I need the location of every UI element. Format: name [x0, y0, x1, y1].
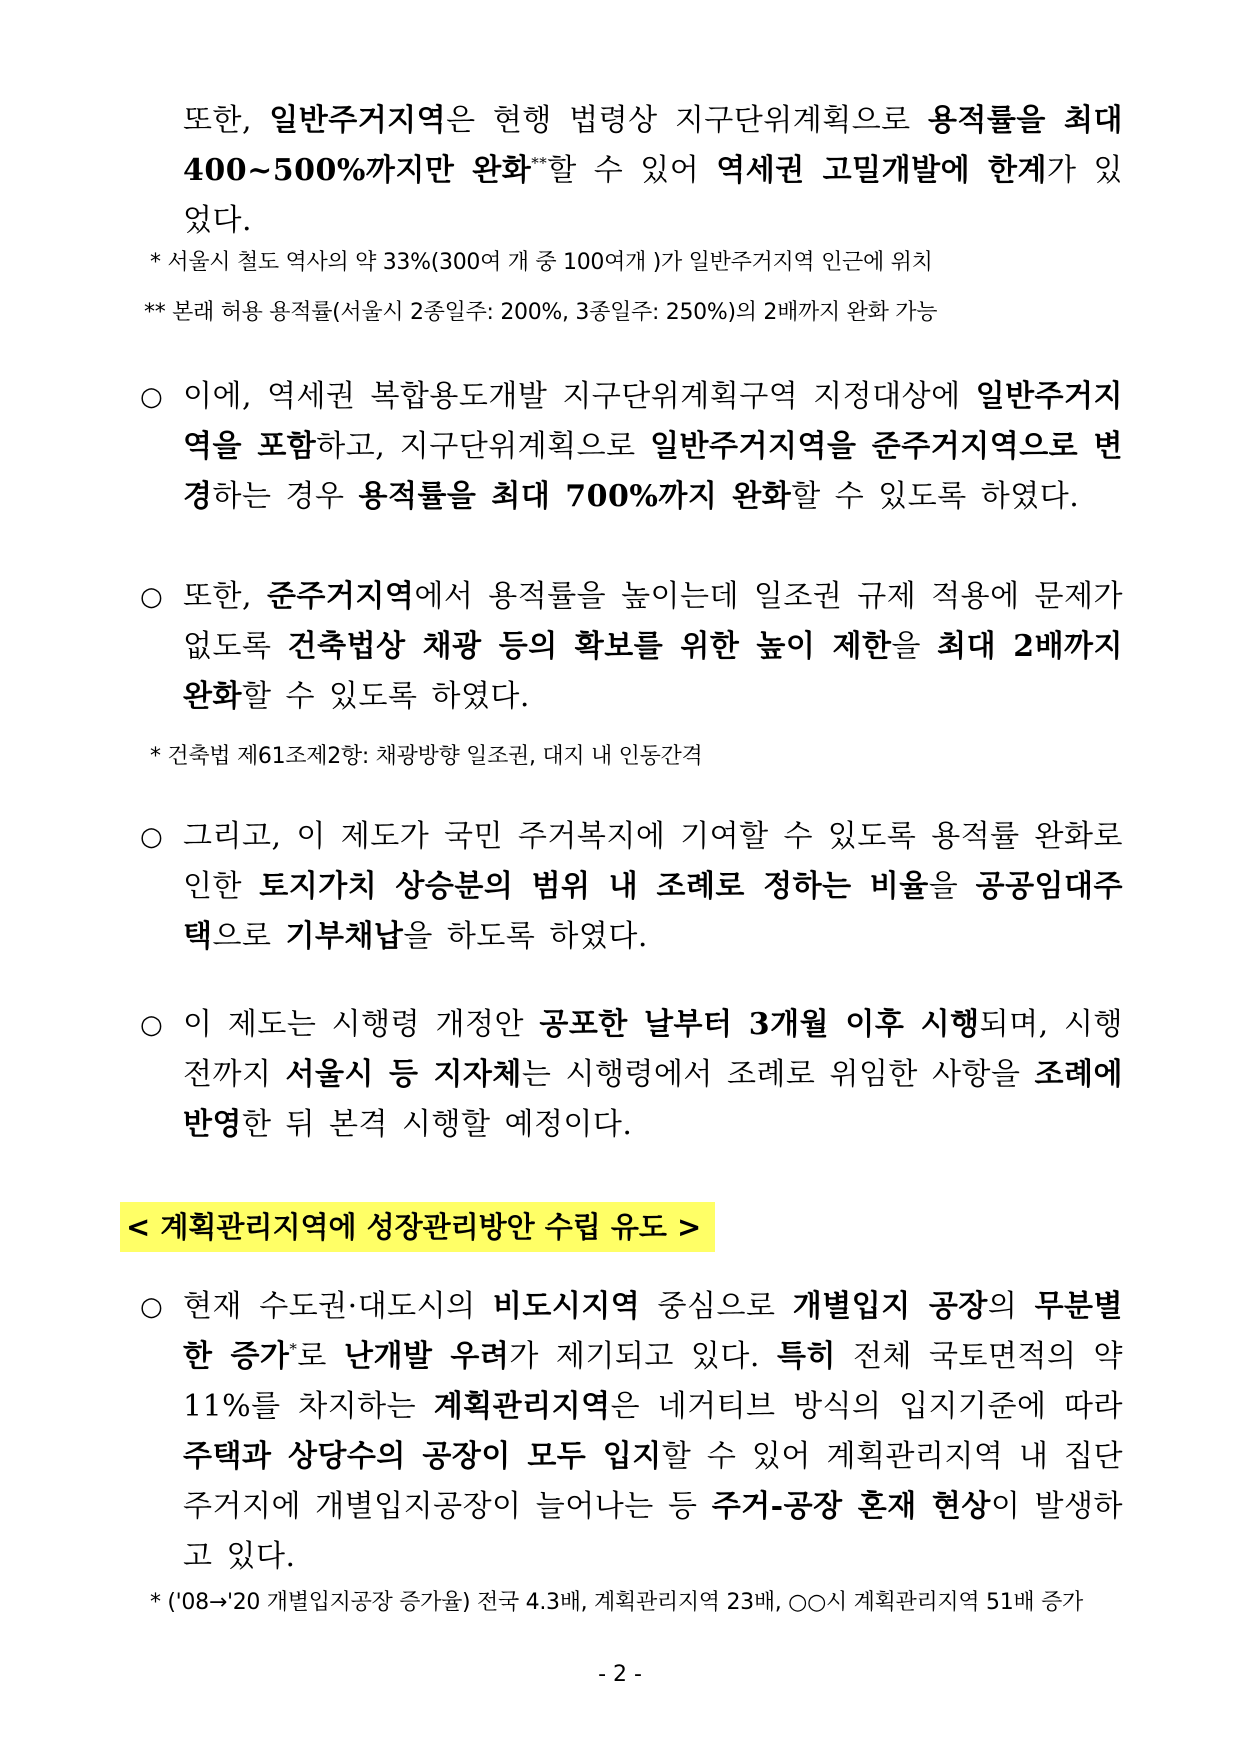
emphasis-text: 서울시 등 지자체	[285, 1057, 522, 1092]
paragraph-public-rental-donation	[183, 812, 1123, 962]
text-segment: 은 네거티브 방식의 입지기준에 따라	[610, 1389, 1123, 1424]
paragraph-planned-management-area	[183, 1282, 1123, 1582]
emphasis-text: 건축법상 채광 등의 확보를 위한 높이 제한	[287, 629, 892, 664]
emphasis-text: 비도시지역	[492, 1289, 641, 1324]
emphasis-text: 주택과 상당수의 공장이 모두 입지	[183, 1439, 662, 1474]
text-segment: 한 뒤 본격 시행할 예정이다.	[241, 1107, 633, 1142]
text-segment: 하고, 지구단위계획으로	[316, 429, 651, 464]
text-segment: 이 제도는 시행령 개정안	[183, 1007, 540, 1042]
footnote-station-ratio: * 서울시 철도 역사의 약 33%(300여 개 중 100여개 )가 일반주거지역 인근에 위치	[150, 250, 933, 275]
emphasis-text: 계획관리지역	[433, 1389, 611, 1424]
text-segment: 을	[891, 629, 938, 664]
text-segment: 중심으로	[640, 1289, 793, 1324]
emphasis-text: 역세권 고밀개발에 한계	[716, 153, 1047, 188]
paragraph-general-residential-limit	[183, 96, 1123, 246]
emphasis-text: 특히	[776, 1339, 836, 1374]
text-segment: 이에, 역세권 복합용도개발 지구단위계획구역 지정대상에	[183, 379, 976, 414]
page-number: - 2 -	[598, 1662, 642, 1687]
emphasis-text: 조례에 반영	[183, 1057, 1123, 1142]
text-segment: 가 있었다.	[183, 153, 1124, 238]
emphasis-text: 용적률을 최대 400~500%까지만 완화	[183, 103, 1123, 188]
emphasis-text: 용적률을 최대 700%까지 완화	[358, 479, 792, 514]
text-segment: 은 현행 법령상 지구단위계획으로	[446, 103, 928, 138]
bullet-circle-icon: ○	[140, 382, 163, 412]
emphasis-text: 일반주거지역을 포함	[183, 379, 1123, 464]
paragraph-station-area-development	[183, 372, 1123, 522]
emphasis-text: 일반주거지역	[269, 103, 447, 138]
paragraph-enforcement-schedule	[183, 1000, 1123, 1150]
emphasis-text: 무분별한 증가	[183, 1289, 1124, 1374]
text-segment: 할 수 있어 계획관리지역 내 집단주거지에 개별입지공장이 늘어나는 등	[183, 1439, 1124, 1524]
emphasis-text: 준주거지역	[266, 579, 415, 614]
footnote-mark: *	[289, 1340, 298, 1358]
emphasis-text: 공포한 날부터 3개월 이후 시행	[539, 1007, 980, 1042]
emphasis-text: 최대 2배까지 완화	[183, 629, 1124, 714]
paragraph-semi-residential-height	[183, 572, 1123, 722]
footnote-allowed-ratio: ** 본래 허용 용적률(서울시 2종일주: 200%, 3종일주: 250%)의 2배까지 완화 가능	[144, 300, 938, 325]
footnote-building-act: * 건축법 제61조제2항: 채광방향 일조권, 대지 내 인동간격	[150, 744, 703, 769]
text-segment: 그리고, 이 제도가 국민 주거복지에 기여할 수 있도록 용적률 완화로 인한	[183, 819, 1123, 904]
text-segment: 전체 국토면적의 약 11%를 차지하는	[183, 1339, 1123, 1424]
text-segment: 을 하도록 하였다.	[403, 919, 648, 954]
section-title: < 계획관리지역에 성장관리방안 수립 유도 >	[120, 1202, 715, 1252]
bullet-circle-icon: ○	[140, 1292, 163, 1322]
text-segment: 되며, 시행 전까지	[183, 1007, 1123, 1092]
emphasis-text: 개별입지 공장	[792, 1289, 988, 1324]
text-segment: 이 발생하고 있다.	[183, 1489, 1124, 1574]
emphasis-text: 토지가치 상승분의 범위 내 조례로 정하는 비율	[259, 869, 929, 904]
bullet-circle-icon: ○	[140, 1010, 163, 1040]
text-segment: 할 수 있도록 하였다.	[241, 679, 530, 714]
footnote-factory-growth: * ('08→'20 개별입지공장 증가율) 전국 4.3배, 계획관리지역 23배, ○○시 계획관리지역 51배 증가	[150, 1590, 1083, 1615]
text-segment: 할 수 있도록 하였다.	[791, 479, 1080, 514]
text-segment: 현재 수도권·대도시의	[183, 1289, 493, 1324]
text-segment: 하는 경우	[212, 479, 359, 514]
text-segment: 가 제기되고 있다.	[509, 1339, 777, 1374]
text-segment: 을	[928, 869, 976, 904]
text-segment: 로	[297, 1339, 344, 1374]
text-segment: 에서 용적률을 높이는데 일조권 규제 적용에 문제가 없도록	[183, 579, 1123, 664]
emphasis-text: 일반주거지역을 준주거지역으로 변경	[183, 429, 1123, 514]
bullet-circle-icon: ○	[140, 582, 163, 612]
text-segment: 할 수 있어	[547, 153, 717, 188]
text-segment: 는 시행령에서 조례로 위임한 사항을	[521, 1057, 1035, 1092]
emphasis-text: 주거-공장 혼재 현상	[711, 1489, 991, 1524]
emphasis-text: 난개발 우려	[343, 1339, 510, 1374]
text-segment: 또한,	[183, 103, 270, 138]
footnote-mark: **	[531, 154, 548, 172]
emphasis-text: 공공임대주택	[183, 869, 1123, 954]
text-segment: 으로	[212, 919, 286, 954]
emphasis-text: 기부채납	[285, 919, 404, 954]
text-segment: 의	[987, 1289, 1035, 1324]
bullet-circle-icon: ○	[140, 822, 163, 852]
text-segment: 또한,	[183, 579, 267, 614]
